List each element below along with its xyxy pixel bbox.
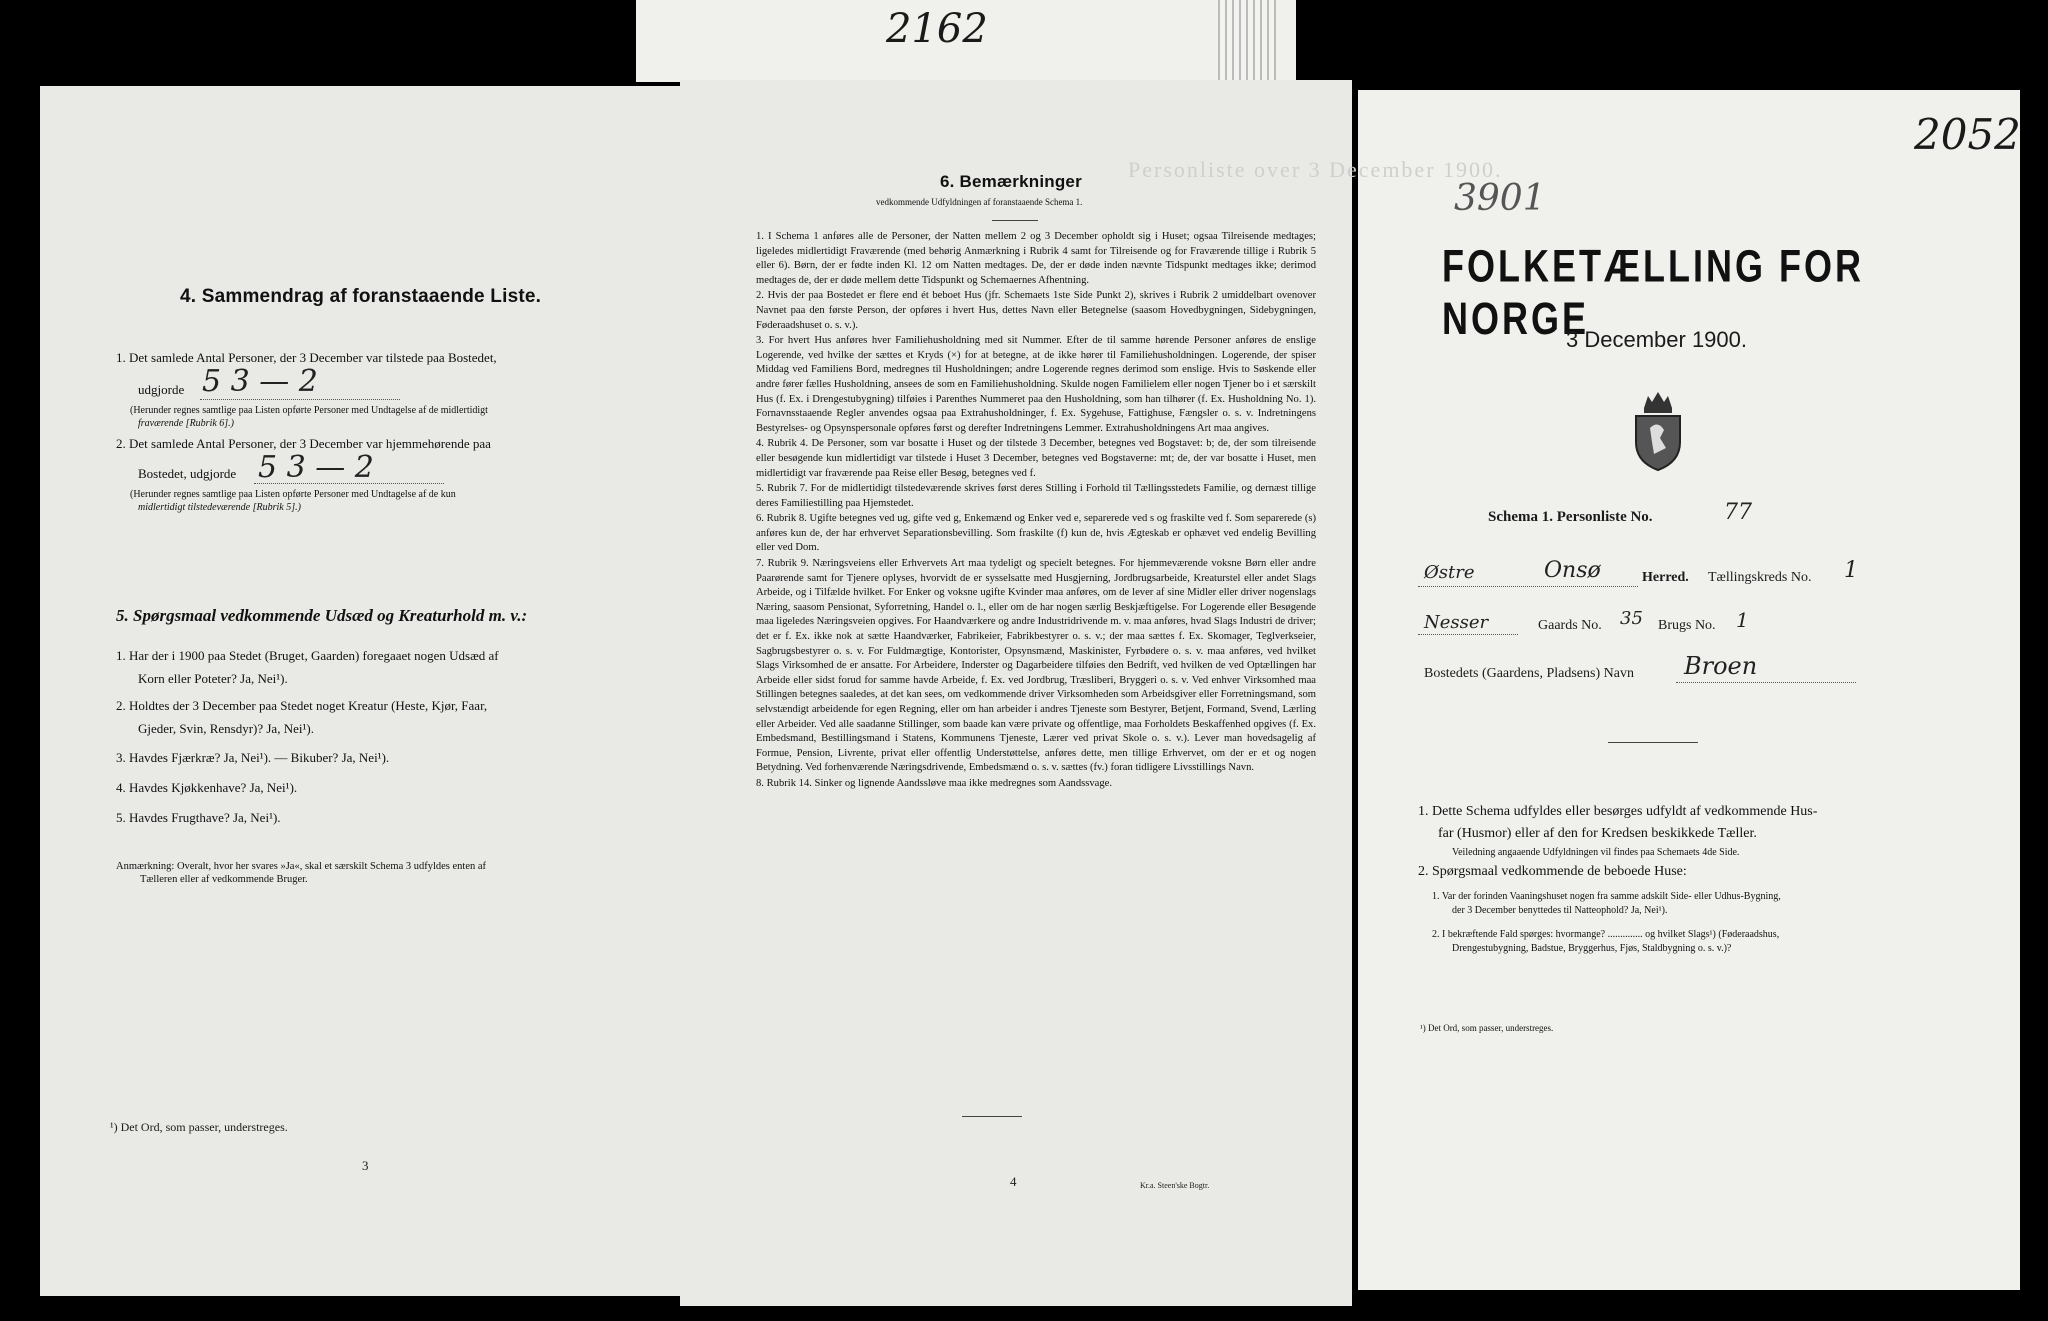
gaards-dotted-line: [1418, 634, 1518, 635]
remark-item-5: 5. Rubrik 7. For de midlertidigt tilstedeværende skrives først deres Stilling i Forhold til Tællingsstedets Familie, og dernæst tillige deres Familiestilling paa Hjemstedet.: [756, 483, 1316, 509]
q1-handwritten-count: 5 3 — 2: [202, 364, 318, 399]
footnote: ¹) Det Ord, som passer, understreges.: [110, 1120, 288, 1134]
schema-label: Schema 1. Personliste No.: [1488, 509, 1653, 525]
remark-b: Tælleren eller af vedkommende Bruger.: [140, 874, 308, 885]
item2-2-b: Drengestubygning, Badstue, Bryggerhus, Fjøs, Staldbygning o. s. v.)?: [1452, 943, 1732, 954]
item1-note: Veiledning angaaende Udfyldningen vil findes paa Schemaets 4de Side.: [1452, 847, 1740, 858]
archive-number-right: 2052: [1914, 110, 2021, 159]
s5-q1-b: Korn eller Poteter? Ja, Nei¹).: [138, 671, 288, 686]
q1-text-a: 1. Det samlede Antal Personer, der 3 December var tilstede paa Bostedet,: [116, 350, 497, 365]
archive-number-top: 2162: [886, 6, 988, 52]
bosted-label: Bostedets (Gaardens, Pladsens) Navn: [1424, 666, 1634, 681]
item1-b: far (Husmor) eller af den for Kredsen beskikkede Tæller.: [1438, 826, 1757, 841]
bottom-rule: [962, 1116, 1022, 1117]
item2-2-a: 2. I bekræftende Fald spørges: hvormange? .............. og hvilket Slags¹) (Føderaadshus,: [1432, 929, 1780, 940]
remark-item-8: 8. Rubrik 14. Sinker og lignende Aandssløve maa ikke medregnes som Aandssvage.: [756, 777, 1113, 789]
main-title: FOLKETÆLLING FOR NORGE: [1442, 240, 1864, 344]
norway-coat-of-arms-icon: [1630, 390, 1686, 472]
remark-a: Anmærkning: Overalt, hvor her svares »Ja«, skal et særskilt Schema 3 udfyldes enten af: [116, 861, 487, 872]
remarks-title: 6. Bemærkninger: [940, 172, 1082, 191]
faded-header: Personliste over 3 December 1900.: [1128, 157, 1503, 182]
printer-imprint: Kr.a. Steen'ske Bogtr.: [1140, 1181, 1210, 1190]
footnote: ¹) Det Ord, som passer, understreges.: [1420, 1023, 1554, 1033]
bosted-handwritten-name: Broen: [1684, 652, 1758, 680]
remark-item-6: 6. Rubrik 8. Ugifte betegnes ved ug, gifte ved g, Enkemænd og Enker ved e, separerede ved s og fraskilte ved f. Som separerede (s) anføres kun de, der har erhvervet Separationsbevilling. Som fraskilte (f) kun de, hvis Ægteskab er ophævet ved endelig Bevilling eller ved Dom.: [756, 513, 1316, 554]
s5-q1-a: 1. Har der i 1900 paa Stedet (Bruget, Gaarden) foregaaet nogen Udsæd af: [116, 648, 499, 663]
background-paper: [636, 0, 1296, 82]
bosted-dotted-line: [1676, 682, 1856, 683]
section4-title: 4. Sammendrag af foranstaaende Liste.: [180, 286, 542, 307]
q2-note-b: midlertidigt tilstedeværende [Rubrik 5].): [138, 502, 301, 513]
s5-q3: 3. Havdes Fjærkræ? Ja, Nei¹). — Bikuber? Ja, Nei¹).: [116, 750, 390, 765]
page-number: 4: [1010, 1174, 1017, 1189]
remark-item-2: 2. Hvis der paa Bostedet er flere end ét beboet Hus (jfr. Schemaets 1ste Side Punkt 2), skrives i Rubrik 2 umiddelbart ovenover Navnet paa den første Person, der opføres i hvert Hus, dettes Navn eller Betegnelse (saasom Hovedbygningen, Sidebygningen, Føderaadshuset o. s. v.).: [756, 290, 1316, 331]
kreds-number-handwritten: 1: [1844, 558, 1858, 583]
gaards-label: Gaards No.: [1538, 618, 1602, 633]
herred-handwritten-b: Onsø: [1544, 558, 1601, 583]
herred-label: Herred.: [1642, 570, 1689, 585]
kreds-label: Tællingskreds No.: [1708, 570, 1812, 585]
remark-item-7: 7. Rubrik 9. Næringsveiens eller Erhvervets Art maa tydeligt og specielt betegnes. For hjemmeværende voksne Børn eller andre Paarørende samt for Tjenere oplyses, hvorvidt de er sysselsatte med Husgjerning, Jordbrugsarbeide, Kreaturstel eller andet Slags Arbeide, og i Tilfælde hvilket. For Enker og voksne ugifte Kvinder maa anføres, om de lever af sine Midler eller driver nogenslags Næring, saasom Pensionat, Syforretning, Handel o. l., eller om de har nogen særlig Beskjæftigelse. For Logerende eller Besøgende maa ligeledes Næringsveien opgives. For Haandværkere og andre Industridrivende m. v. maa anføres, hvad Slags Industri de driver; det er f. Ex. ikke nok at sætte Haandværker, Fabrikeier, Fabrikbestyrer o. s. v.; der maa sættes f. Ex. Skomager, Teglverkseier, Sagbrugsbestyrer o. s. v. For Fuldmægtige, Kontorister, Opsynsmænd, Maskinister, Fyrbødere o. s. v. maa anføres, ved hvilket Slags Virksomhed de er ansatte. For Arbeidere, Inderster og Dagarbeidere tilføies den Bedrift, ved hvilken de ved Optællingen har Arbeide eller sidst forud for samme havde Arbeide, f. Ex. ved Jordbrug, Træsliberi, Bryggeri o. s. v. Ved enhver Virksomhed maa Stillingen betegnes saaledes, at det kan sees, om vedkommende driver Virksomheden som Arbeidsgiver eller Forretningsmand, som selvstændigt arbeidende for egen Regning, eller om han arbeider i andres Tjeneste som Bestyrer, Betjent, Formand, Svend, Lærling eller Arbeider. Ved alle saadanne Stillinger, som baade kan være private og offentlige, maa Forholdets Beskaffenhed opgives (f. Ex. Embedsmand, Bestillingsmand i Statens, Kommunens Tjeneste, Lærer ved privat Skole o. s. v.). Lever man hovedsagelig af Formue, Pension, Livrente, privat eller offentlig Understøttelse, anføres dette, men tillige Erhvervet, om der er et og nogen Betydning. Ved forhenværende Næringsdrivende, Embedsmænd o. s. v. sættes (fv.) foran tidligere Livsstillings Navn.: [756, 558, 1316, 774]
q1-dotted-line: [200, 399, 400, 400]
item1-a: 1. Dette Schema udfyldes eller besørges udfyldt af vedkommende Hus-: [1418, 804, 1818, 819]
page-number: 3: [362, 1158, 369, 1173]
brugs-number-handwritten: 1: [1736, 608, 1749, 632]
q2-text-b: Bostedet, udgjorde: [138, 466, 237, 481]
census-date: 3 December 1900.: [1566, 327, 1747, 352]
item2: 2. Spørgsmaal vedkommende de beboede Huse:: [1418, 864, 1687, 879]
page-middle: [680, 80, 1352, 1306]
brugs-label: Brugs No.: [1658, 618, 1716, 633]
q2-handwritten-count: 5 3 — 2: [258, 450, 374, 485]
q2-note-a: (Herunder regnes samtlige paa Listen opførte Personer med Undtagelse af de kun: [130, 489, 456, 500]
s5-q4: 4. Havdes Kjøkkenhave? Ja, Nei¹).: [116, 780, 298, 795]
s5-q2-a: 2. Holdtes der 3 December paa Stedet noget Kreatur (Heste, Kjør, Faar,: [116, 698, 488, 713]
title-rule: [992, 220, 1038, 221]
remark-item-4: 4. Rubrik 4. De Personer, som var bosatte i Huset og der tilstede 3 December, betegnes ved Bogstavet: b; de, der som tilreisende eller besøgende kun midlertidigt var tilstede i Huset 3 December, betegnes ved Bogstaverne: mt; de, der var bosatte i Huset, men midlertidigt var fraværende paa Reise eller Besøg, betegnes ved f.: [756, 438, 1316, 479]
item2-1-a: 1. Var der forinden Vaaningshuset nogen fra samme adskilt Side- eller Udhus-Bygning,: [1432, 891, 1781, 902]
q2-text-a: 2. Det samlede Antal Personer, der 3 December var hjemmehørende paa: [116, 436, 491, 451]
gaards-number-handwritten: 35: [1620, 608, 1643, 629]
remark-item-1: 1. I Schema 1 anføres alle de Personer, der Natten mellem 2 og 3 December opholdt sig i Huset; ogsaa Tilreisende medtages; ligeledes midlertidigt Fraværende (med behørig Anmærkning i Rubrik 4 samt for Tilreisende og for Fraværende tillige i Rubrik 5 eller 6). Børn, der er fødte inden Kl. 12 om Natten medtages. De, der er døde inden nævnte Tidspunkt medtages ikke; derimod medtages de, der er døde mellem dette Tidspunkt og Schemaernes Afhentning.: [756, 231, 1316, 286]
item2-1-b: der 3 December benyttedes til Natteophold? Ja, Nei¹).: [1452, 905, 1668, 916]
remarks-subtitle: vedkommende Udfyldningen af foranstaaende Schema 1.: [876, 197, 1083, 207]
section5-title: 5. Spørgsmaal vedkommende Udsæd og Kreaturhold m. v.:: [116, 606, 528, 625]
remark-item-3: 3. For hvert Hus anføres hver Familiehusholdning med sit Nummer. Efter de til samme hørende Personer anføres de enslige Logerende, ved hvilke der sættes et Kryds (×) for at betegne, at de ikke hører til Familiehusholdningen. Logerende, der spiser Middag ved Familiens Bord, medregnes til Husholdningen; andre Logerende regnes derimod som enslige. Hvis to Søskende eller andre fører fælles Husholdning, ansees de som en Familiehusholdning. Skulde nogen Familielem eller nogen Tjener bo i et særskilt Hus (f. Ex. i Drengestubygning) tilføies i Parenthes Nummeret paa den Husholdning, som han tilhører (f. Ex. Husholdning No. 1). Fornavnsstaaende Regler anvendes ogsaa paa Extrahusholdninger, f. Ex. Sygehuse, Fattighuse, Fængsler o. s. v. Indretningens Bestyrelses- og Opsynspersonale opføres først og derefter Indretningens Lemmer. Extrahusholdningens Art maa angives.: [756, 335, 1316, 434]
q1-note-a: (Herunder regnes samtlige paa Listen opførte Personer med Undtagelse af de midlertidigt: [130, 405, 488, 416]
q2-dotted-line: [254, 483, 444, 484]
s5-q2-b: Gjeder, Svin, Rensdyr)? Ja, Nei¹).: [138, 721, 314, 736]
gaards-handwritten-name: Nesser: [1424, 612, 1489, 633]
paper-edge-stripes: [1218, 0, 1276, 82]
personliste-number-handwritten: 77: [1724, 500, 1752, 525]
q1-text-b: udgjorde: [138, 382, 185, 397]
archive-pencil-number: 3901: [1454, 178, 1546, 219]
q1-note-b: fraværende [Rubrik 6].): [138, 418, 235, 429]
herred-dotted-line: [1418, 586, 1638, 587]
s5-q5: 5. Havdes Frugthave? Ja, Nei¹).: [116, 810, 281, 825]
remarks-list: [756, 230, 1316, 793]
ornament-rule: [1608, 742, 1698, 743]
page-left: [40, 86, 684, 1296]
herred-handwritten-a: Østre: [1424, 562, 1475, 583]
